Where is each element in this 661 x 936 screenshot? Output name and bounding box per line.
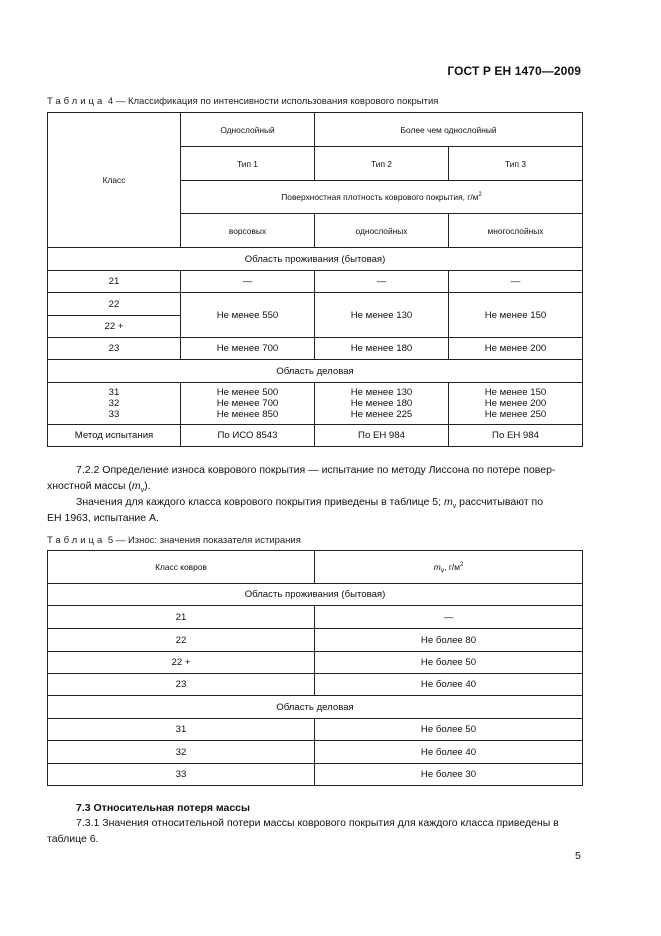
table5-caption-label: Таблица [47, 535, 106, 546]
table-row: 31 Не более 50 [48, 719, 583, 741]
paragraph-values-cont: ЕН 1963, испытание А. [47, 512, 159, 524]
table-row: 22 Не более 80 [48, 629, 583, 652]
paragraph-values: Значения для каждого класса коврового покрытия приведены в таблице 5; $m_v$ рассчитывают по [76, 496, 544, 511]
table5-caption [47, 535, 301, 546]
head-density: Поверхностная плотность коврового покрытия, $г/м^2$ [181, 181, 583, 214]
document-code: ГОСТ Р ЕН 1470—2009 [447, 64, 581, 78]
head-type3: Тип 3 [449, 147, 583, 181]
head-class: Класс [48, 113, 181, 248]
head-type1: Тип 1 [181, 147, 315, 181]
table-row: 22 + [48, 316, 583, 338]
table-row: 23 Не менее 700 Не менее 180 Не менее 200 [48, 338, 583, 360]
section-residential: Область проживания (бытовая) [48, 584, 583, 606]
head-type2: Тип 2 [315, 147, 449, 181]
table-4 [47, 112, 583, 447]
table4-caption [47, 96, 438, 107]
table-row: 22 + Не более 50 [48, 652, 583, 674]
table-row: 22 Не менее 550 Не менее 130 Не менее 150 [48, 293, 583, 316]
section-business: Область деловая [48, 360, 583, 383]
table-row: 32 Не более 40 [48, 741, 583, 764]
paragraph-7-3-1: 7.3.1 Значения относительной потери массы коврового покрытия для каждого класса приведены в [76, 817, 559, 829]
section-business: Область деловая [48, 696, 583, 719]
head-carpet-class: Класс ковров [48, 551, 315, 584]
table-row: 21 — — — [48, 271, 583, 293]
table-row: 23 Не более 40 [48, 674, 583, 696]
head-single: однослойных [315, 214, 449, 248]
table-row: 31 32 33 Не менее 500 Не менее 700 Не менее 850 Не менее 130 Не менее 180 Не менее 225 Не менее 150 Не менее 200 Не менее 250 [48, 383, 583, 425]
head-mv: $m_v$, $г/м^2$ [315, 551, 583, 584]
table5-caption-text: 5 — Износ: значения показателя истирания [107, 535, 301, 546]
page-number: 5 [575, 850, 581, 862]
table-5 [47, 550, 583, 786]
section-7-3-heading: 7.3 Относительная потеря массы [76, 802, 250, 814]
paragraph-7-2-2: 7.2.2 Определение износа коврового покрытия — испытание по методу Лиссона по потере повер- [76, 464, 556, 476]
table-row: 21 — [48, 606, 583, 629]
head-multi: многослойных [449, 214, 583, 248]
head-more-than-single: Более чем однослойный [315, 113, 583, 147]
paragraph-7-2-2-cont: хностной массы $(m_v)$. [47, 480, 151, 495]
head-pile: ворсовых [181, 214, 315, 248]
table4-caption-text: 4 — Классификация по интенсивности использования коврового покрытия [107, 96, 439, 107]
paragraph-7-3-1-cont: таблице 6. [47, 833, 99, 845]
section-residential: Область проживания (бытовая) [48, 248, 583, 271]
table4-caption-label: Таблица [47, 96, 106, 107]
table-row: 33 Не более 30 [48, 764, 583, 786]
head-single-layer: Однослойный [181, 113, 315, 147]
table-row: Метод испытания По ИСО 8543 По ЕН 984 По ЕН 984 [48, 425, 583, 447]
